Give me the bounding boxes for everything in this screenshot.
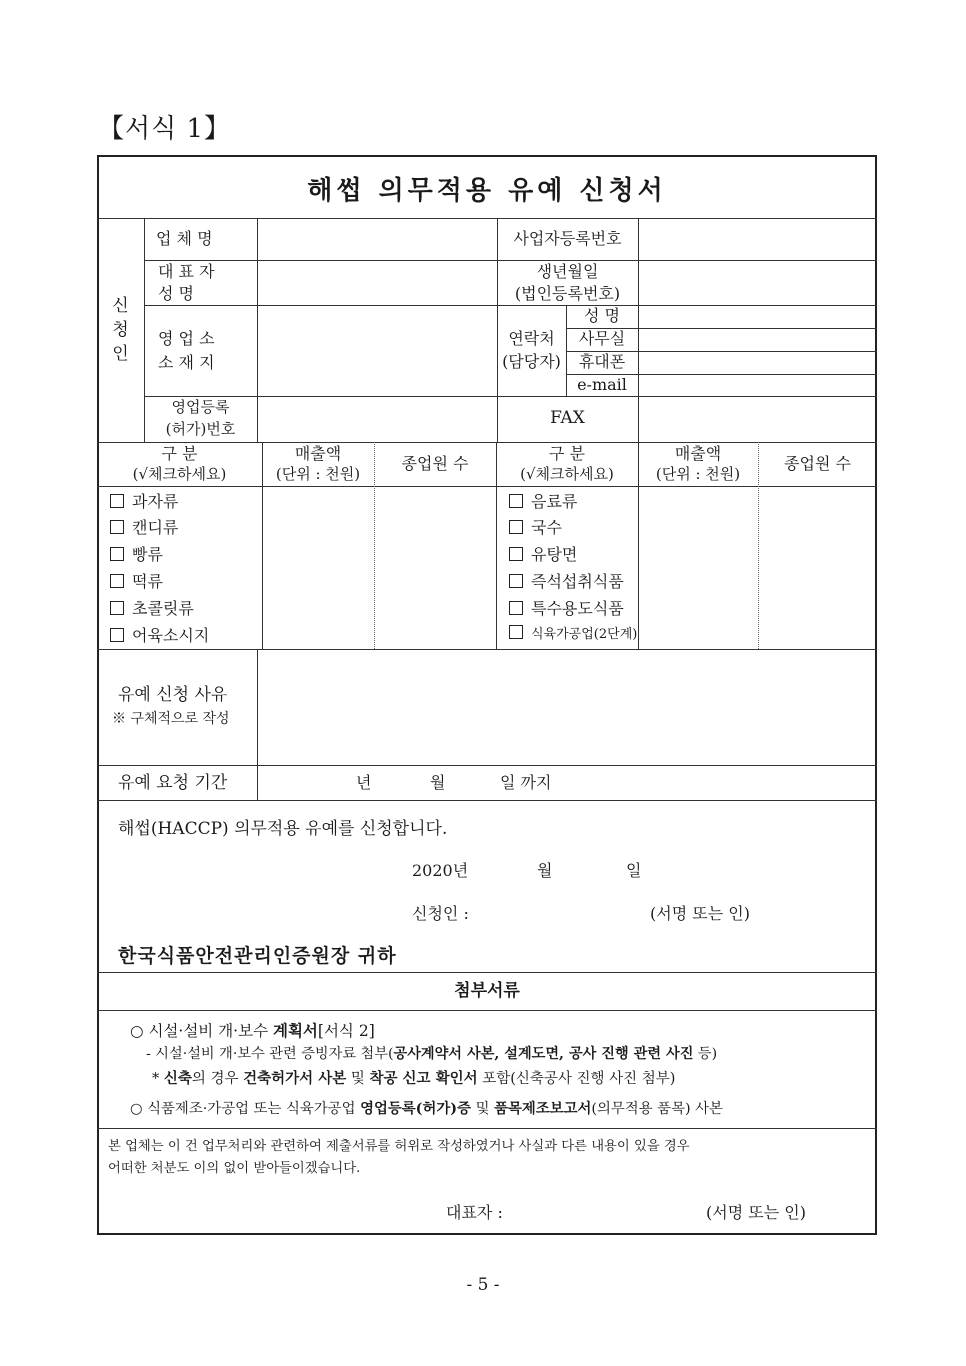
addressee: 한국식품안전관리인증원장 귀하 <box>118 945 397 967</box>
attachment-emphasis: 공사계약서 사본, 설계도면, 공사 진행 관련 사진 <box>393 1046 694 1062</box>
category-checkbox-row[interactable] <box>509 598 624 620</box>
deferral-reason-label: 유예 신청 사유 <box>118 685 228 705</box>
category-label: 국수 <box>531 518 562 537</box>
category-checkbox-row[interactable] <box>110 517 178 539</box>
category-checkbox-row[interactable] <box>110 544 163 566</box>
category-label: 음료류 <box>531 492 578 511</box>
divider <box>257 218 258 442</box>
attachment-text: 포함(신축공사 진행 사진 첨부) <box>477 1071 676 1087</box>
attachment-text: ○ 시설·설비 개·보수 <box>130 1022 273 1040</box>
divider <box>144 305 877 306</box>
page-number: - 5 - <box>466 1275 500 1295</box>
category-checkbox-row[interactable] <box>509 491 577 513</box>
period-month-label: 월 <box>430 773 446 792</box>
attachment-text: 의 경우 <box>191 1071 244 1087</box>
checkbox[interactable] <box>110 494 124 508</box>
attachment-emphasis: 영업등록(허가)증 <box>360 1100 471 1117</box>
corp-reg-no-label: (법인등록번호) <box>514 284 621 303</box>
checkbox[interactable] <box>509 520 523 534</box>
fax-label: FAX <box>550 408 585 428</box>
attachment-text: ○ 식품제조·가공업 또는 식육가공업 <box>130 1101 361 1117</box>
divider <box>97 765 877 766</box>
checkbox[interactable] <box>509 547 523 561</box>
divider <box>97 972 877 973</box>
category-checkbox-row[interactable] <box>509 571 624 593</box>
representative-name-label: 성 명 <box>158 284 194 303</box>
contact-person-label: (담당자) <box>502 352 561 371</box>
category-label: 초콜릿류 <box>132 599 194 618</box>
form-number-label: 【서식 1】 <box>98 114 232 144</box>
attachment-item-license <box>130 1099 723 1119</box>
deferral-reason-note: ※ 구체적으로 작성 <box>112 711 230 727</box>
attachment-item-plan <box>130 1021 375 1042</box>
checkbox[interactable] <box>110 574 124 588</box>
business-reg-no-label: 사업자등록번호 <box>513 229 622 248</box>
office-location-label: 소 재 지 <box>158 353 215 372</box>
attachment-emphasis: 품목제조보고서 <box>494 1100 592 1117</box>
divider <box>97 1128 877 1129</box>
birth-date-label: 생년월일 <box>536 262 599 281</box>
pledge-text-line1: 본 업체는 이 건 업무처리와 관련하여 제출서류를 허위로 작성하였거나 사실과 다른 내용이 있을 경우 <box>108 1139 690 1154</box>
category-checkbox-row[interactable] <box>110 625 209 647</box>
date-year: 2020년 <box>412 861 469 880</box>
checkbox[interactable] <box>509 625 523 639</box>
category-checkbox-row[interactable] <box>110 598 194 620</box>
contact-name-label: 성 명 <box>584 306 620 325</box>
deferral-period-label: 유예 요청 기간 <box>118 773 228 793</box>
category-label: 특수용도식품 <box>531 599 624 618</box>
representative-label: 대 표 자 <box>158 262 215 281</box>
divider <box>97 218 877 219</box>
category-label: 어육소시지 <box>132 626 210 645</box>
divider <box>97 1010 877 1011</box>
divider <box>638 305 639 396</box>
divider <box>97 800 877 801</box>
category-label: 캔디류 <box>132 518 179 537</box>
applicant-sign-label: 신청인 : <box>412 904 469 923</box>
date-month: 월 <box>537 861 553 880</box>
category-check-hint-right: (√체크하세요) <box>520 465 614 483</box>
sales-header-left: 매출액 <box>294 444 342 463</box>
category-checkbox-row[interactable] <box>509 625 637 644</box>
attachment-subitem-evidence <box>146 1045 717 1064</box>
representative-sign-label: 대표자 : <box>446 1203 503 1222</box>
deferral-reason-input[interactable] <box>258 650 876 764</box>
checkbox[interactable] <box>110 520 124 534</box>
category-label: 즉석섭취식품 <box>531 572 624 591</box>
sales-header-right: 매출액 <box>674 444 722 463</box>
category-checkbox-row[interactable] <box>110 571 163 593</box>
category-check-hint-left: (√체크하세요) <box>132 465 227 483</box>
category-label: 과자류 <box>132 492 179 511</box>
employees-header-left: 종업원 수 <box>401 454 469 473</box>
checkbox[interactable] <box>110 628 124 642</box>
pledge-text-line2: 어떠한 처분도 이의 없이 받아들이겠습니다. <box>108 1161 361 1176</box>
divider <box>638 396 639 442</box>
attachment-text: 및 <box>346 1071 370 1087</box>
category-label: 유탕면 <box>531 545 578 564</box>
category-checkbox-row[interactable] <box>509 544 577 566</box>
contact-office-label: 사무실 <box>578 329 626 348</box>
contact-mobile-label: 휴대폰 <box>578 352 626 371</box>
applicant-side-label: 신 청 인 <box>112 296 129 364</box>
divider <box>638 218 639 305</box>
attachments-header: 첨부서류 <box>454 981 520 1001</box>
attachment-text: (의무적용 품목) 사본 <box>591 1101 723 1117</box>
attachment-note-new-build <box>152 1069 675 1090</box>
contact-label: 연락처 <box>508 329 555 348</box>
applicant-seal-text: (서명 또는 인) <box>650 904 750 923</box>
checkbox[interactable] <box>509 574 523 588</box>
category-checkbox-row[interactable] <box>110 491 178 513</box>
form-title: 해썹 의무적용 유예 신청서 <box>307 176 667 206</box>
company-name-label: 업 체 명 <box>156 229 213 248</box>
checkbox[interactable] <box>509 601 523 615</box>
attachment-emphasis: 건축허가서 사본 <box>243 1070 347 1087</box>
attachment-text: [서식 2] <box>317 1022 375 1040</box>
category-label: 식육가공업(2단계) <box>531 627 638 642</box>
contact-email-label: e-mail <box>577 375 627 394</box>
attachment-text: 및 <box>471 1101 495 1117</box>
license-number-label: (허가)번호 <box>165 420 236 438</box>
category-header-left: 구 분 <box>161 444 198 463</box>
attachment-emphasis: 계획서 <box>272 1021 318 1040</box>
attachment-text: - 시설·설비 개·보수 관련 증빙자료 첨부( <box>146 1046 394 1062</box>
category-label: 떡류 <box>132 572 163 591</box>
representative-seal-text: (서명 또는 인) <box>706 1203 806 1222</box>
sales-unit-right: (단위 : 천원) <box>655 465 741 483</box>
period-until-label: 일 까지 <box>500 773 552 792</box>
checkbox[interactable] <box>509 494 523 508</box>
category-label: 빵류 <box>132 545 163 564</box>
category-header-right: 구 분 <box>549 444 585 463</box>
declaration-text: 해썹(HACCP) 의무적용 유예를 신청합니다. <box>118 819 448 839</box>
checkbox[interactable] <box>110 601 124 615</box>
attachment-text: 등) <box>693 1046 718 1062</box>
checkbox[interactable] <box>110 547 124 561</box>
sales-unit-left: (단위 : 천원) <box>275 465 361 483</box>
attachment-emphasis: 착공 신고 확인서 <box>369 1070 478 1087</box>
divider <box>97 486 877 487</box>
date-day: 일 <box>626 861 642 880</box>
attachment-text: * <box>152 1071 164 1087</box>
attachment-emphasis: 신축 <box>163 1070 192 1087</box>
category-checkbox-row[interactable] <box>509 517 562 539</box>
employees-header-right: 종업원 수 <box>784 454 851 473</box>
office-label: 영 업 소 <box>158 329 215 348</box>
license-label: 영업등록 <box>171 398 230 416</box>
period-year-label: 년 <box>356 773 372 792</box>
